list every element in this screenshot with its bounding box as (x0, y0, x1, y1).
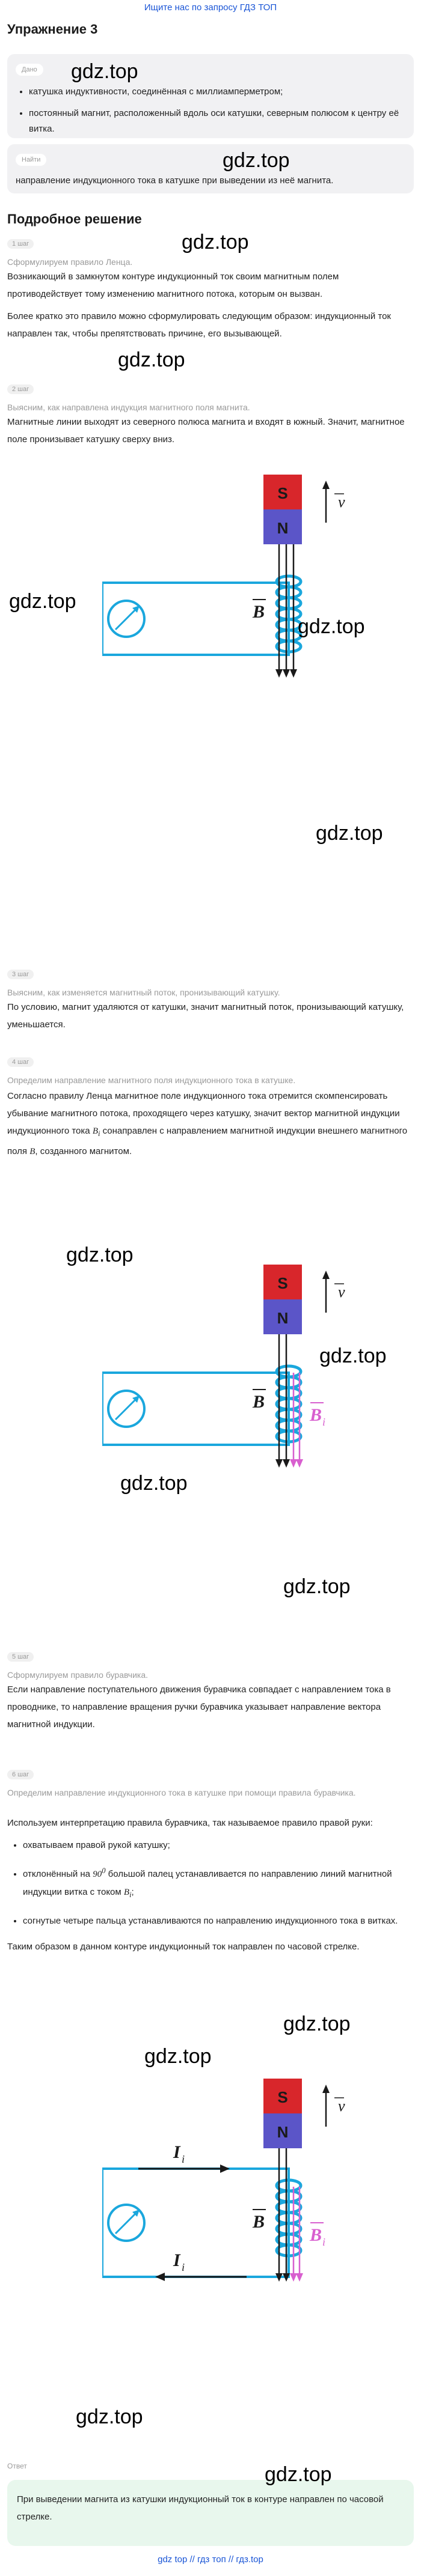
find-card (7, 144, 414, 193)
bi-vector-label: B (310, 1405, 322, 1425)
paragraph: Магнитные линии выходят из северного полюса магнита и входят в южный. Значит, магнитное поле пронизывает катушку сверху вниз. (7, 417, 405, 445)
paragraph: Если направление поступательного движения буравчика совпадает с направлением тока в проводнике, то направление вращения ручки буравчика указывает направление вектора магнитной индукции. (7, 1684, 391, 1730)
watermark: gdz.top (319, 1344, 387, 1367)
step-number: 3 шаг (7, 970, 34, 979)
step-title: Определим направление индукционного тока в катушке при помощи правила буравчика. (7, 1788, 356, 1797)
bi-vector: $B_i$ (123, 1888, 132, 1899)
step-3-text (7, 998, 414, 1038)
watermark: gdz.top (223, 149, 290, 172)
watermark: gdz.top (118, 348, 185, 371)
step-title: Выясним, как направлена индукция магнитного поля магнита. (7, 402, 250, 412)
step-number: 5 шаг (7, 1652, 34, 1662)
text-segment: Согласно правилу Ленца магнитное поле индукционного тока отремится скомпенсировать убывание магнитного потока, проходящего через катушку, значит вектор магнитной индукции индукционного тока (7, 1091, 400, 1136)
step-6-text (7, 1814, 414, 1960)
current-label-top: I (173, 2142, 180, 2162)
given-item: • катушка индуктивности, соединённая с миллиамперметром; (29, 84, 405, 100)
footer-links[interactable]: gdz top // гдз топ // гдз.top (158, 2554, 263, 2565)
step-4-header (7, 1057, 295, 1086)
step-4-text (7, 1087, 414, 1165)
svg-text:v: v (338, 2097, 345, 2115)
given-card (7, 54, 414, 138)
degree-value: $90^0$ (93, 1867, 106, 1879)
step-title: Сформулируем правило буравчика. (7, 1670, 149, 1680)
given-label: Дано (16, 64, 43, 76)
watermark: gdz.top (316, 822, 383, 845)
step-number: 6 шаг (7, 1770, 34, 1779)
figure-2-magnet-coil (102, 1265, 355, 1481)
watermark: gdz.top (120, 1472, 188, 1495)
step-5-header (7, 1652, 148, 1681)
text-segment: , созданного магнитом. (35, 1146, 132, 1156)
step-title: Сформулируем правило Ленца. (7, 257, 133, 267)
svg-text:B: B (253, 1392, 265, 1412)
watermark: gdz.top (9, 590, 76, 613)
magnet-s-label: S (277, 1274, 288, 1292)
paragraph: Более кратко это правило можно сформулировать следующим образом: индукционный ток направлен так, чтобы препятствовать причине, его вызывающей. (7, 311, 391, 339)
bi-vector: $B_i$ (92, 1126, 100, 1138)
solution-title: Подробное решение (7, 211, 142, 226)
watermark: gdz.top (76, 2405, 143, 2428)
text-segment: сонаправлен с направлением магнитной индукции внешнего магнитного поля (7, 1126, 408, 1156)
right-hand-rule-list (7, 1836, 414, 1930)
b-vector-label: B (253, 602, 265, 622)
svg-text:B: B (310, 2225, 322, 2245)
watermark: gdz.top (265, 2463, 332, 2486)
svg-text:i: i (182, 2261, 185, 2273)
paragraph: Возникающий в замкнутом контуре индукционный ток своим магнитным полем противодействует тому изменению магнитного потока, которым он вызван. (7, 272, 339, 299)
watermark: gdz.top (144, 2045, 212, 2068)
arrow-head (322, 481, 330, 489)
find-label: Найти (16, 154, 46, 166)
svg-text:B: B (253, 2212, 265, 2232)
magnet-s-label: S (277, 484, 288, 502)
current-label-bottom: I (173, 2250, 180, 2270)
svg-text:i: i (322, 2236, 326, 2248)
step-6-header (7, 1770, 356, 1799)
step-title: Выясним, как изменяется магнитный поток, пронизывающий катушку. (7, 988, 280, 997)
magnet-s-label: S (277, 2088, 288, 2106)
watermark: gdz.top (182, 231, 249, 254)
top-search-link[interactable]: Ищите нас по запросу ГДЗ ТОП (144, 2, 277, 13)
paragraph: Используем интерпретацию правила буравчика, так называемое правило правой руки: (7, 1818, 373, 1828)
step-1-text (7, 268, 414, 347)
text-segment: отклонённый на (23, 1869, 91, 1879)
figure-3-current-direction (102, 2079, 355, 2295)
list-item: • отклонённый на $90^0$ большой палец устанавливается по направлению линий магнитной индукции витка с током $B_i$; (23, 1862, 414, 1904)
magnet-n-label: N (277, 2123, 289, 2141)
svg-text:v: v (338, 1283, 345, 1301)
step-number: 2 шаг (7, 384, 34, 394)
watermark: gdz.top (71, 60, 138, 83)
watermark: gdz.top (66, 1244, 134, 1266)
step-1-header (7, 239, 132, 268)
step-number: 1 шаг (7, 239, 34, 249)
svg-text:i: i (322, 1416, 326, 1428)
magnet-n-label: N (277, 519, 289, 537)
step-2-header (7, 384, 250, 413)
step-number: 4 шаг (7, 1057, 34, 1067)
answer-label: Ответ (7, 2462, 27, 2470)
answer-text: При выведении магнита из катушки индукционный ток в контуре направлен по часовой стрелке. (17, 2494, 384, 2522)
find-text: направление индукционного тока в катушке при выведении из неё магнита. (16, 175, 334, 186)
paragraph: Таким образом в данном контуре индукционный ток направлен по часовой стрелке. (7, 1942, 360, 1952)
text-segment: большой палец устанавливается по направлению линий магнитной индукции витка с током (23, 1869, 392, 1897)
step-2-text (7, 413, 414, 453)
velocity-label: v (338, 493, 345, 511)
step-5-text (7, 1681, 414, 1738)
paragraph: По условию, магнит удаляются от катушки, значит магнитный поток, пронизывающий катушку, уменьшается. (7, 1002, 404, 1030)
watermark: gdz.top (283, 1575, 351, 1598)
step-3-header (7, 970, 280, 998)
step-title: Определим направление магнитного поля индукционного тока в катушке. (7, 1075, 296, 1085)
svg-text:i: i (182, 2153, 185, 2165)
given-item: • постоянный магнит, расположенный вдоль оси катушки, северным полюсом к центру её витка. (29, 106, 405, 137)
list-item: • охватываем правой рукой катушку; (23, 1836, 414, 1854)
watermark: gdz.top (283, 2012, 351, 2035)
watermark: gdz.top (298, 615, 365, 638)
given-list (16, 84, 405, 137)
answer-card (7, 2480, 414, 2546)
b-vector: B (29, 1147, 35, 1156)
exercise-title: Упражнение 3 (7, 22, 98, 37)
figure-1-magnet-coil (102, 475, 355, 691)
magnet-n-label: N (277, 1309, 289, 1327)
list-item: • согнутые четыре пальца устанавливаются по направлению индукционного тока в витках. (23, 1912, 414, 1930)
